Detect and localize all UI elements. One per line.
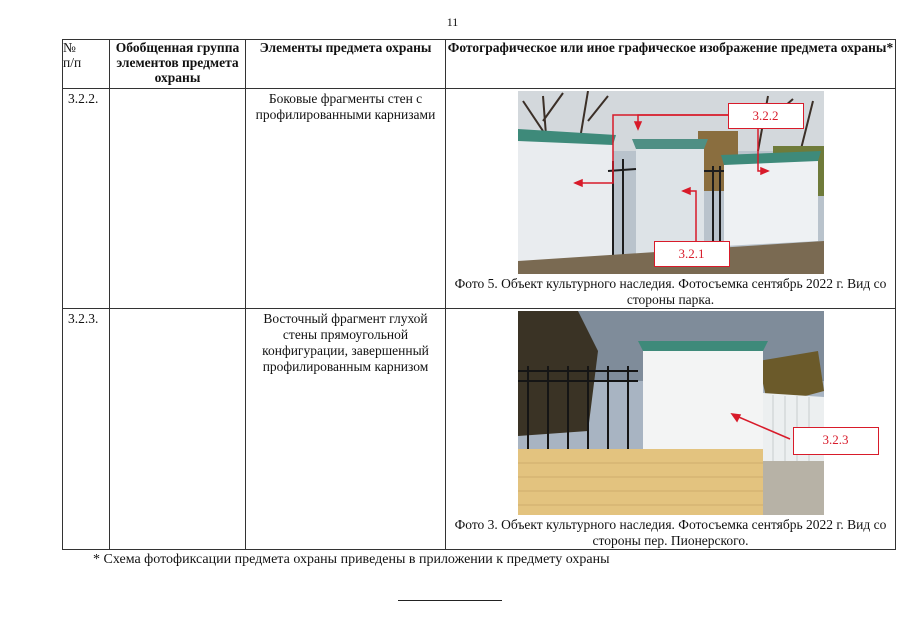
page-number: 11 [446, 15, 459, 29]
row-photo-cell [446, 89, 896, 309]
annotation-tag: 3.2.3 [793, 427, 879, 455]
annotation-tag: 3.2.2 [728, 103, 804, 129]
table-row [63, 89, 896, 309]
row-elements: Восточный фрагмент глухой стены прямоугольной конфигурации, завершенный профилированным карнизом [246, 309, 446, 550]
bottom-rule [398, 600, 502, 601]
header-num: № п/п [63, 40, 110, 89]
row-group [110, 309, 246, 550]
photo-3-image [518, 311, 824, 515]
header-group: Обобщенная группа элементов предмета охраны [110, 40, 246, 89]
annotation-tag: 3.2.1 [654, 241, 730, 267]
protection-table [62, 39, 896, 550]
row-group [110, 89, 246, 309]
footnote: * Схема фотофиксации предмета охраны приведены в приложении к предмету охраны [93, 552, 610, 567]
photo-3 [518, 311, 849, 515]
header-row [63, 40, 896, 89]
row-num: 3.2.2. [63, 89, 110, 309]
header-image: Фотографическое или иное графическое изображение предмета охраны* [446, 40, 896, 89]
photo-caption: Фото 3. Объект культурного наследия. Фотосъемка сентябрь 2022 г. Вид со стороны пер. Пионерского. [454, 517, 887, 548]
row-elements: Боковые фрагменты стен с профилированными карнизами [246, 89, 446, 309]
table-row [63, 309, 896, 550]
row-num: 3.2.3. [63, 309, 110, 550]
photo-5 [518, 91, 824, 274]
photo-caption: Фото 5. Объект культурного наследия. Фотосъемка сентябрь 2022 г. Вид со стороны парка. [454, 276, 887, 307]
header-elements: Элементы предмета охраны [246, 40, 446, 89]
row-photo-cell [446, 309, 896, 550]
